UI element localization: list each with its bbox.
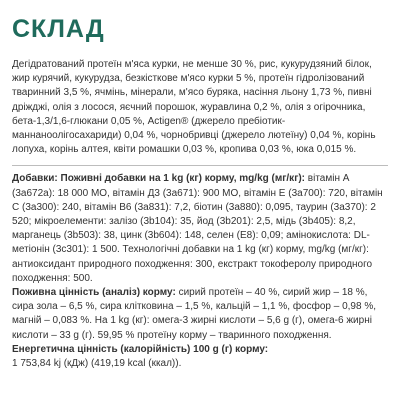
additives-label: Добавки: Поживні добавки на 1 kg (кг) корму, mg/kg (мг/кг): (12, 173, 306, 185)
energy-label: Енергетична цінність (калорійність) 100 g (г) корму: (12, 343, 269, 355)
section-title: СКЛАД (12, 15, 105, 43)
energy-text: 1 753,84 kj (кДж) (419,19 kcal (ккал)). (12, 358, 182, 370)
nutrition-text: сирий протеїн – 40 %, сирий жир – 18 %, сира зола – 6,5 %, сира клітковина – 1,5 %, кальцій – 1,1 %, фосфор – 0,98 %, магній – 0,083 %. На 1 kg (кг): омега-3 жирні кислоти – 5,6 g (г), омега-6 жирні кислоти – 33 g (г). 59,95 % протеїну корму – тваринного походження. (12, 287, 376, 341)
additives-text: вітамін А (3а672а): 18 000 МО, вітамін Д3 (3а671): 900 МО, вітамін Е (3а700): 720, вітамін С (3а300): 240, вітамін В6 (3а831): 7,2, біотин (3а880): 0,095, таурин (3а370): 2 520; мікроелементи: залізо (3b104): 35, йод (3b201): 2,5, мідь (3b405): 8,2, марганець (3b503): 38, цинк (3b604): 148, селен (E8): 0,09; амінокислота: DL-метіонін (3c301): 1 500. Технологічні добавки на 1 kg (кг) корму, mg/kg (мг/кг): антиоксидант природного походження: 300, екстракт токоферолу природного походження: 500. (12, 173, 383, 284)
nutrition-paragraph (12, 286, 388, 343)
energy-paragraph (12, 343, 388, 371)
nutrition-label: Поживна цінність (аналіз) корму: (12, 287, 176, 299)
additives-paragraph (12, 172, 388, 286)
divider (12, 165, 388, 166)
composition-text: Дегідратований протеїн м'яса курки, не менше 30 %, рис, кукурудзяний білок, жир курячий, кукурудза, безкісткове м'ясо курки 5 %, протеїн гідролізований тваринний 3,5 %, ячмінь, мінерали, м'ясо буряка, насіння льону 1,73 %, пивні дріжджі, олія з лосося, яєчний порошок, журавлина 0,2 %, олія з огірочника, бета-1,3/1,6-глюкани 0,05 %, Actigen® (джерело пребіотик- маннаноолігосахариди) 0,04 %, чорнобривці (джерело лютеїну) 0,04 %, корінь лопуха, корінь алтея, квіти ромашки 0,03 %, кропива 0,03 %, юка 0,015 %. (12, 59, 376, 156)
